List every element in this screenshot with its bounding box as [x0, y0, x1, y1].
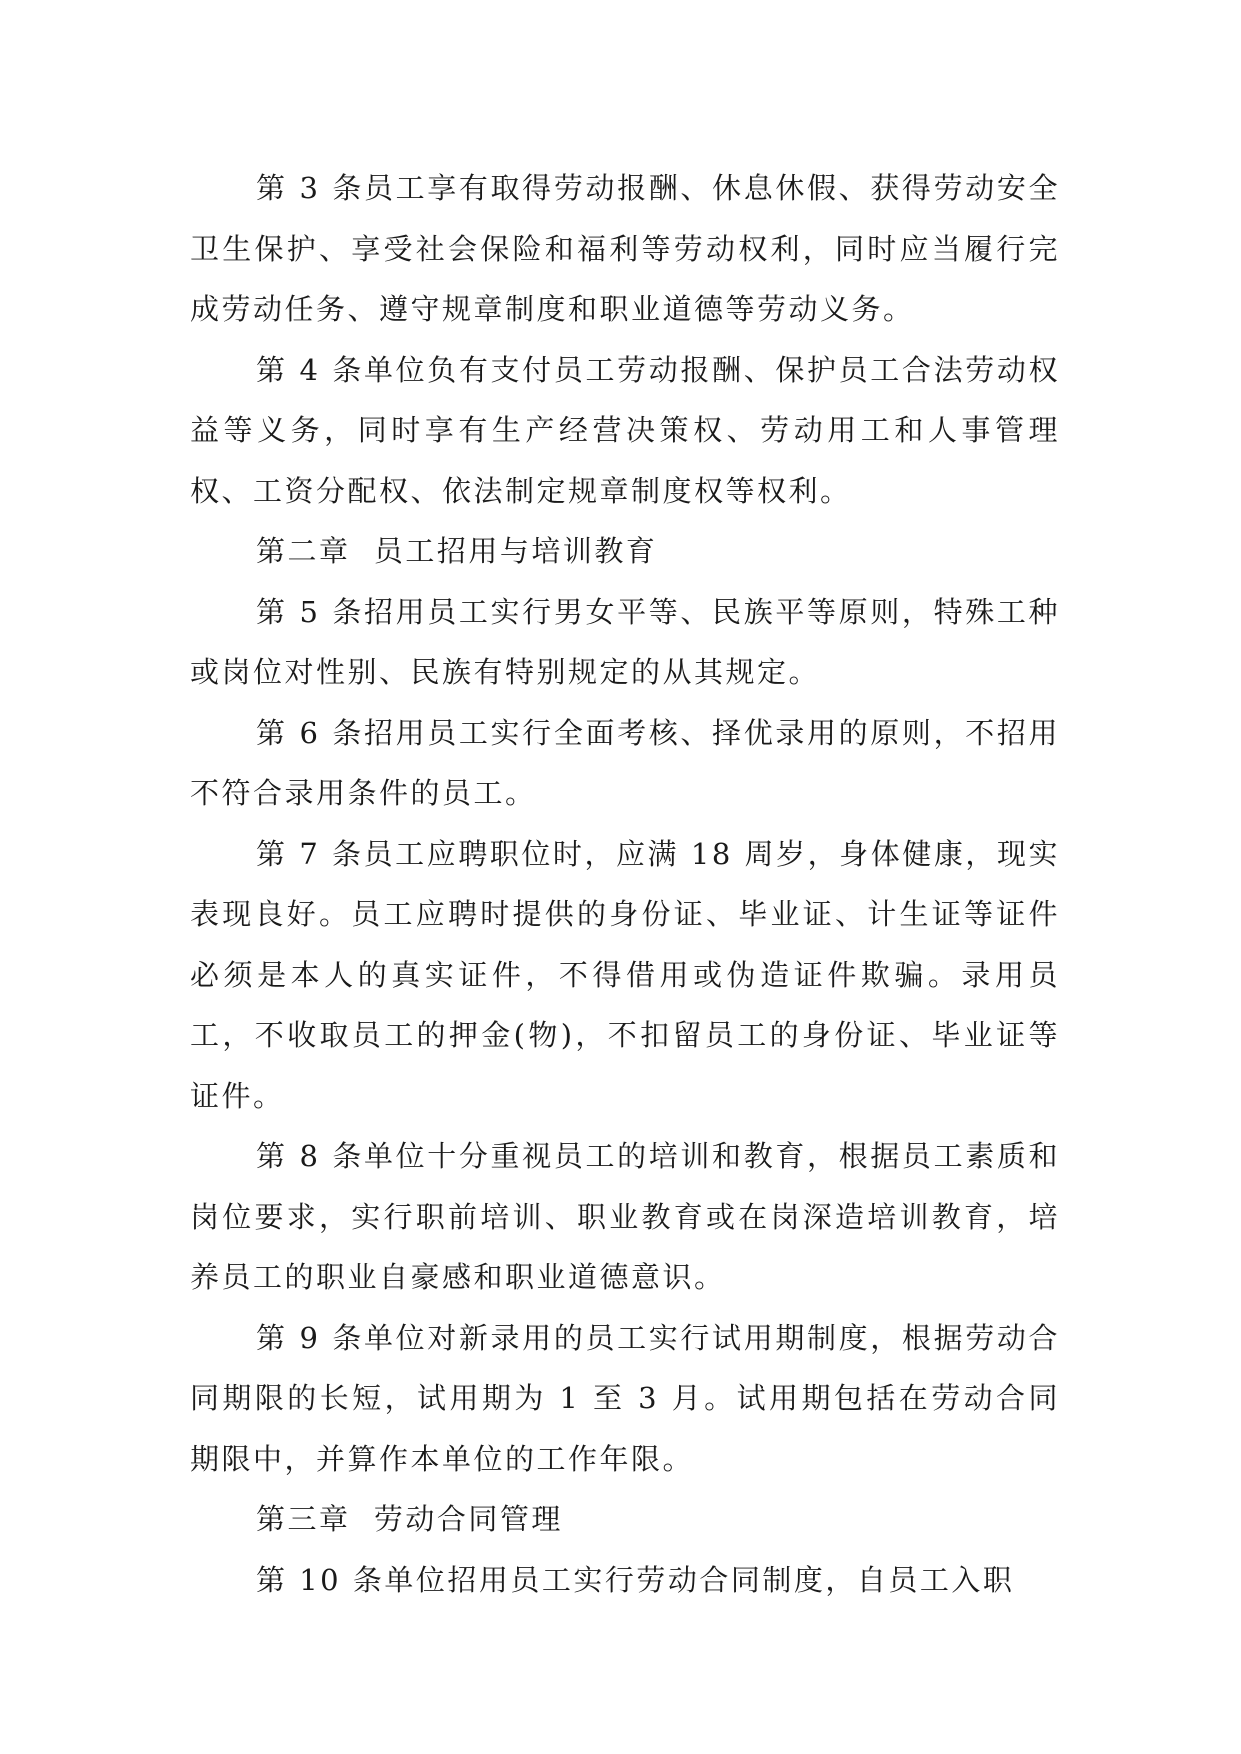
chapter-2-heading: 第二章 员工招用与培训教育 [256, 534, 658, 568]
article-3-paragraph: 第 3 条员工享有取得劳动报酬、休息休假、获得劳动安全卫生保护、享受社会保险和福利等劳动权利，同时应当履行完成劳动任务、遵守规章制度和职业道德等劳动义务。 [190, 171, 1060, 326]
document-body [190, 158, 1060, 1610]
article-7-paragraph: 第 7 条员工应聘职位时，应满 18 周岁，身体健康，现实表现良好。员工应聘时提供的身份证、毕业证、计生证等证件必须是本人的真实证件，不得借用或伪造证件欺骗。录用员工，不收取员工的押金(物)，不扣留员工的身份证、毕业证等证件。 [190, 836, 1060, 1113]
article-9-paragraph: 第 9 条单位对新录用的员工实行试用期制度，根据劳动合同期限的长短，试用期为 1 至 3 月。试用期包括在劳动合同期限中，并算作本单位的工作年限。 [190, 1320, 1060, 1476]
article-5-paragraph: 第 5 条招用员工实行男女平等、民族平等原则，特殊工种或岗位对性别、民族有特别规定的从其规定。 [190, 594, 1060, 689]
article-4-paragraph: 第 4 条单位负有支付员工劳动报酬、保护员工合法劳动权益等义务，同时享有生产经营决策权、劳动用工和人事管理权、工资分配权、依法制定规章制度权等权利。 [190, 352, 1060, 508]
article-6-paragraph: 第 6 条招用员工实行全面考核、择优录用的原则，不招用不符合录用条件的员工。 [190, 715, 1060, 810]
chapter-3-heading: 第三章 劳动合同管理 [256, 1502, 563, 1536]
article-10-paragraph: 第 10 条单位招用员工实行劳动合同制度，自员工入职 [256, 1562, 1015, 1597]
article-8-paragraph: 第 8 条单位十分重视员工的培训和教育，根据员工素质和岗位要求，实行职前培训、职业教育或在岗深造培训教育，培养员工的职业自豪感和职业道德意识。 [190, 1139, 1060, 1294]
